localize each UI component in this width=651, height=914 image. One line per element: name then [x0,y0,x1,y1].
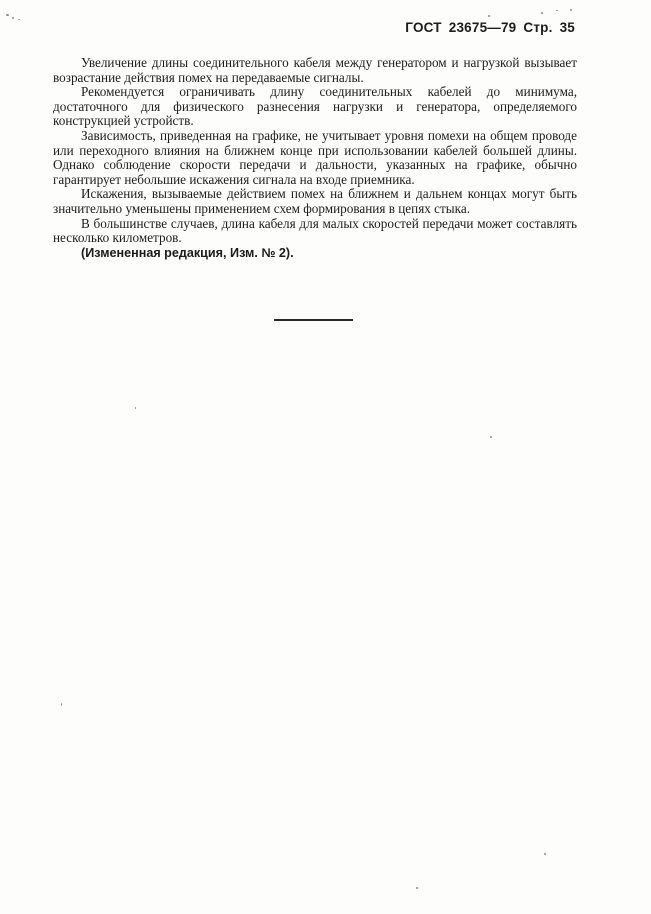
scan-speck [416,887,418,889]
scan-speck [488,15,490,17]
page-header [405,20,575,35]
scan-speck [544,853,546,855]
page-label: Стр. [523,20,553,35]
scan-speck [570,9,572,11]
scan-speck [556,10,558,11]
page-number: 35 [559,20,575,35]
scan-speck [490,436,492,438]
scan-speck [6,14,9,16]
amendment-note: (Измененная редакция, Изм. № 2). [81,245,294,260]
scan-speck [541,12,543,14]
scan-speck [61,703,62,706]
paragraph-recommendation: Рекомендуется ограничивать длину соединительных кабелей до минимума, достаточного для физического разнесения нагрузки и генератора, определяемого конструкцией устройств. [53,84,577,129]
paragraph-long-distance: В большинстве случаев, длина кабеля для малых скоростей передачи может составлять несколько километров. [53,215,577,246]
scan-speck [12,17,14,19]
standard-label: ГОСТ [405,20,442,35]
end-rule-divider [274,319,353,321]
scan-speck [18,19,20,20]
paragraph-cable-length: Увеличение длины соединительного кабеля между генератором и нагрузкой вызывает возрастание действия помех на передаваемые сигналы. [53,55,577,85]
body-text [53,56,577,260]
paragraph-distortion: Искажения, вызываемые действием помех на ближнем и дальнем концах могут быть значительно уменьшены применением схем формирования в цепях стыка. [53,186,577,216]
scan-speck [135,407,136,409]
paragraph-graph-dependency: Зависимость, приведенная на графике, не учитывает уровня помехи на общем проводе или переходного влияния на ближнем конце при использовании кабелей большей длины. Однако соблюдение скорости передачи и дальности, указанных на графике, обычно гарантирует небольшие искажения сигнала на входе приемника. [53,127,577,187]
standard-number: 23675—79 [448,20,517,35]
